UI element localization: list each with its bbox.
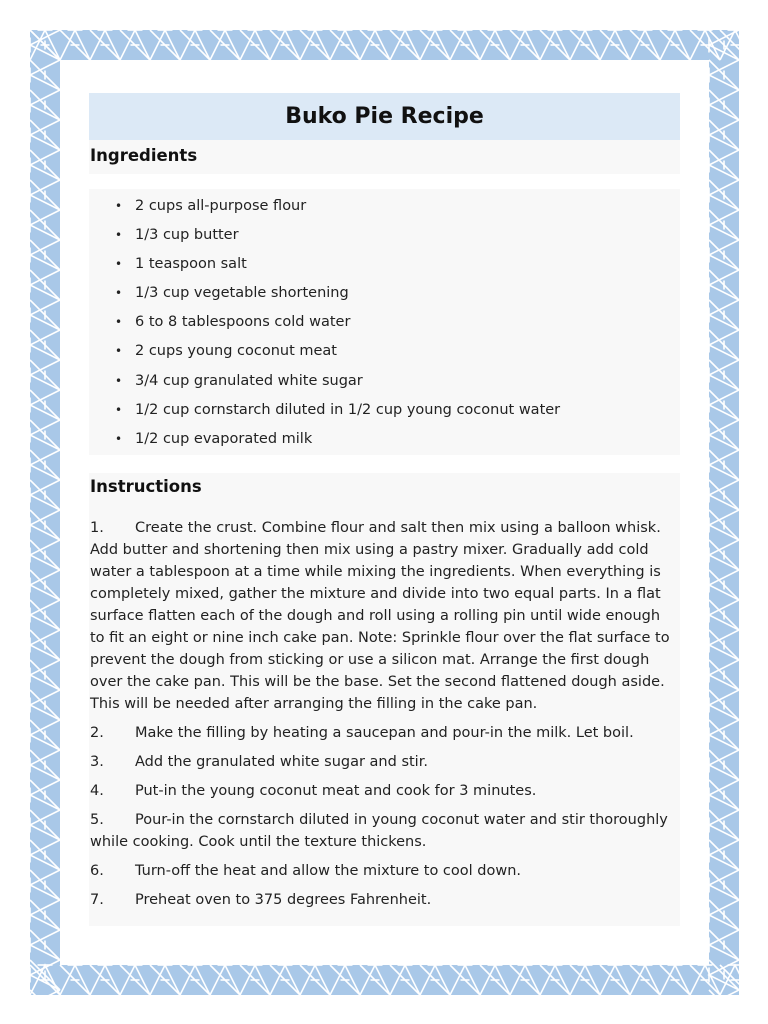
- list-item: [89, 221, 680, 250]
- ingredients-section: [89, 189, 680, 455]
- ingredient-text: 6 to 8 tablespoons cold water: [135, 314, 351, 331]
- step-number: 5.: [90, 811, 104, 828]
- instruction-step: [90, 860, 676, 882]
- instruction-step: [90, 889, 676, 911]
- bullet-icon: •: [115, 315, 123, 330]
- step-text: Put-in the young coconut meat and cook for 3 minutes.: [135, 782, 537, 799]
- bullet-icon: •: [115, 228, 123, 243]
- step-text: Add the granulated white sugar and stir.: [135, 753, 428, 770]
- ingredient-text: 2 cups young coconut meat: [135, 343, 337, 360]
- instruction-step: [90, 751, 676, 773]
- instruction-step: [90, 809, 676, 853]
- instructions-heading: Instructions: [90, 476, 202, 496]
- list-item: [89, 367, 680, 396]
- bullet-icon: •: [115, 257, 123, 272]
- step-number: 4.: [90, 782, 104, 799]
- instruction-step: [90, 780, 676, 802]
- list-item: [89, 192, 680, 221]
- list-item: [89, 279, 680, 308]
- step-text: Pour-in the cornstarch diluted in young coconut water and stir thoroughly while cooking. Cook until the texture thickens.: [90, 811, 668, 850]
- step-number: 7.: [90, 891, 104, 908]
- ingredient-text: 1/3 cup butter: [135, 227, 239, 244]
- step-text: Preheat oven to 375 degrees Fahrenheit.: [135, 891, 432, 908]
- instructions-section: [89, 473, 680, 926]
- ingredient-text: 1/2 cup cornstarch diluted in 1/2 cup young coconut water: [135, 401, 561, 418]
- ingredient-text: 1 teaspoon salt: [135, 256, 247, 273]
- recipe-document: [89, 93, 680, 926]
- list-item: [89, 308, 680, 337]
- page-title: Buko Pie Recipe: [285, 104, 484, 129]
- ingredient-text: 2 cups all-purpose flour: [135, 198, 307, 214]
- ingredients-heading: Ingredients: [89, 140, 680, 174]
- bullet-icon: •: [115, 344, 123, 359]
- step-text: Make the filling by heating a saucepan and pour-in the milk. Let boil.: [135, 724, 634, 741]
- step-number: 3.: [90, 753, 104, 770]
- ingredient-text: 1/3 cup vegetable shortening: [135, 285, 349, 302]
- step-text: Create the crust. Combine flour and salt then mix using a balloon whisk. Add butter and shortening then mix using a pastry mixer. Gradually add cold water a tablespoon at a time while mixing the ingredients. When everything is completely mixed, gather the mixture and divide into two equal parts. In a flat surface flatten each of the dough and roll using a rolling pin until wide enough to fit an eight or nine inch cake pan. Note: Sprinkle flour over the flat surface to prevent the dough from sticking or use a silicon mat. Arrange the first dough over the cake pan. This will be the base. Set the second flattened dough aside. This will be needed after arranging the filling in the cake pan.: [90, 519, 670, 712]
- bullet-icon: •: [115, 199, 123, 213]
- bullet-icon: •: [115, 431, 123, 446]
- list-item: [89, 337, 680, 366]
- step-number: 2.: [90, 724, 104, 741]
- list-item: [89, 250, 680, 279]
- instructions-list: [89, 517, 680, 911]
- bullet-icon: •: [115, 402, 123, 417]
- list-item: [89, 396, 680, 425]
- bullet-icon: •: [115, 286, 123, 301]
- instruction-step: [90, 517, 676, 715]
- ingredient-text: 1/2 cup evaporated milk: [135, 430, 313, 447]
- list-item: [89, 425, 680, 454]
- step-text: Turn-off the heat and allow the mixture to cool down.: [135, 862, 522, 879]
- step-number: 6.: [90, 862, 104, 879]
- step-number: 1.: [90, 519, 104, 536]
- title-band: [89, 93, 680, 140]
- instruction-step: [90, 722, 676, 744]
- ingredient-text: 3/4 cup granulated white sugar: [135, 372, 363, 389]
- ingredients-list: [89, 192, 680, 454]
- bullet-icon: •: [115, 373, 123, 388]
